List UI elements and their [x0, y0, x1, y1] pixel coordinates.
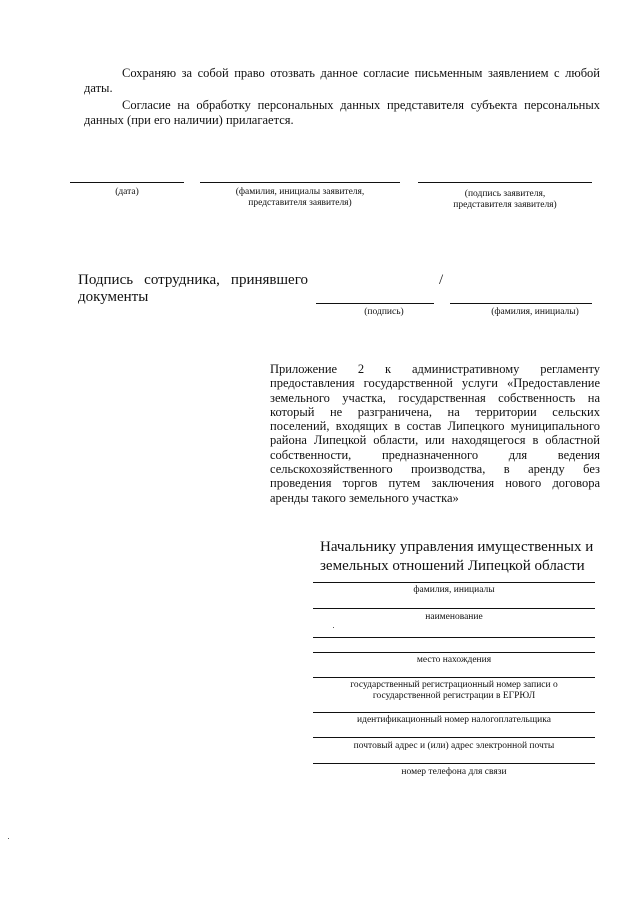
date-line — [70, 182, 184, 183]
appendix-line: сельскохозяйственного производства, в аренду без — [270, 462, 600, 477]
appendix-line: района Липецкой области, или находящегося в областной — [270, 433, 600, 448]
employee-name-line — [450, 303, 592, 304]
representative-consent-line1: Согласие на обработку персональных данных представителя субъекта персональных — [122, 98, 600, 112]
organization-name-field-line — [313, 608, 595, 609]
addressee-line1: Начальнику управления имущественных и — [320, 539, 594, 555]
date-caption: (дата) — [115, 187, 139, 197]
appendix-line: Приложение 2 к административному регламенту — [270, 362, 600, 376]
location-field-line-1 — [313, 637, 595, 638]
appendix-line: проведения торгов путем заключения нового договора — [270, 476, 600, 491]
appendix-line: предоставления государственной услуги «Предоставление — [270, 376, 600, 391]
appendix-note — [270, 362, 600, 505]
representative-consent-line2: данных (при его наличии) прилагается. — [84, 113, 294, 127]
addressee — [320, 538, 600, 576]
phone-field-line — [313, 763, 595, 764]
tax-id-caption: идентификационный номер налогоплательщика — [357, 715, 551, 725]
organization-name-caption: наименование — [425, 612, 483, 622]
postal-address-field-line — [313, 737, 595, 738]
applicant-signature-line — [418, 182, 592, 183]
registration-number-caption: государственный регистрационный номер записи о государственной регистрации в ЕГРЮЛ — [350, 680, 558, 701]
full-name-caption: фамилия, инициалы — [413, 585, 495, 595]
employee-signature-line — [316, 303, 434, 304]
full-name-field-line — [313, 582, 595, 583]
location-caption: место нахождения — [416, 655, 492, 665]
appendix-line: который не разграничена, на территории сельских — [270, 404, 600, 419]
employee-signature-label: Подпись сотрудника, принявшего документы — [78, 272, 308, 305]
postal-address-caption: почтовый адрес и (или) адрес электронной почты — [353, 741, 555, 751]
phone-caption: номер телефона для связи — [401, 767, 507, 777]
scan-speck — [8, 838, 9, 839]
representative-consent-paragraph — [84, 98, 600, 128]
consent-revoke-line1: Сохраняю за собой право отозвать данное согласие письменным заявлением с любой — [122, 66, 600, 80]
tax-id-field-line — [313, 712, 595, 713]
appendix-line: поселений, входящих в состав Липецкого муниципального — [270, 419, 600, 434]
employee-signature-caption: (подпись) — [364, 307, 404, 317]
registration-number-field-line — [313, 677, 595, 678]
applicant-name-line — [200, 182, 400, 183]
addressee-line2: земельных отношений Липецкой области — [320, 558, 585, 574]
appendix-line: земельного участка, государственная собственность на — [270, 390, 600, 405]
signature-separator: / — [439, 272, 444, 288]
applicant-signature-caption: (подпись заявителя, представителя заявителя) — [453, 189, 557, 210]
applicant-name-caption: (фамилия, инициалы заявителя, представителя заявителя) — [235, 187, 365, 208]
scan-speck — [333, 627, 334, 628]
appendix-last-line: аренды такого земельного участка» — [270, 490, 459, 505]
consent-revoke-line2: даты. — [84, 81, 113, 95]
appendix-line: собственности, предназначенного для ведения — [270, 447, 600, 462]
consent-revoke-paragraph — [84, 66, 600, 96]
employee-name-caption: (фамилия, инициалы) — [491, 307, 579, 317]
location-field-line-2 — [313, 652, 595, 653]
